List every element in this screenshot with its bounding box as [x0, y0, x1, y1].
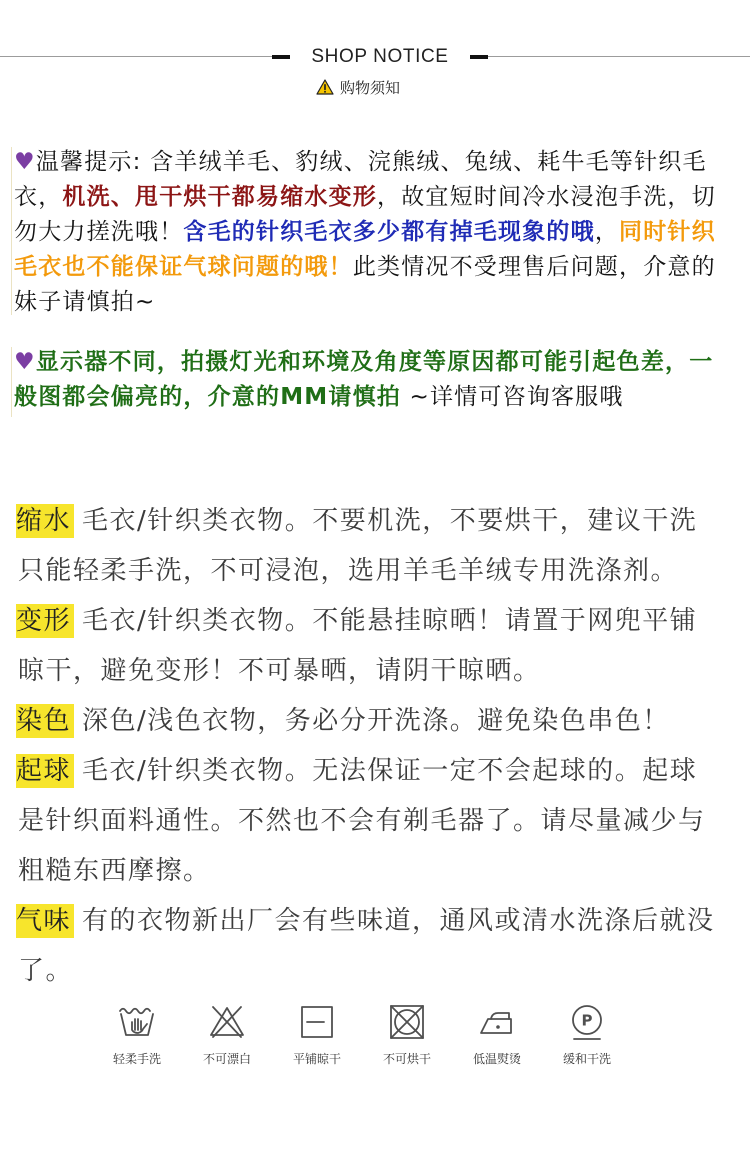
page-title: SHOP NOTICE [290, 43, 470, 71]
care-line [16, 496, 744, 546]
care-tag: 变形 [16, 604, 74, 638]
shedding-warning: 含毛的针织毛衣多少都有掉毛现象的哦 [183, 219, 595, 245]
tips-text: 此类情况不受理售后问题，介意的 [352, 254, 716, 280]
tips-line [14, 285, 744, 320]
color-difference-line [14, 380, 744, 415]
left-rule-tips [11, 147, 12, 315]
tips-paragraph [14, 145, 744, 320]
tips-text: 妹子请慎拍~ [14, 289, 156, 315]
no-bleach-icon [207, 1002, 247, 1042]
low-temperature-iron-icon [477, 1002, 517, 1042]
tips-text: 勿大力搓洗哦！ [14, 219, 184, 245]
care-line [16, 596, 744, 646]
care-text: 有的衣物新出厂会有些味道，通风或清水洗涤后就没 [82, 906, 715, 936]
tips-line [14, 180, 744, 215]
subtitle-row [316, 77, 400, 97]
care-line [16, 846, 744, 896]
tips-line [14, 145, 744, 180]
care-line [16, 946, 744, 996]
care-text: 了。 [18, 956, 74, 986]
heart-symbol: ♥ [14, 349, 36, 375]
care-symbol-label: 低温熨烫 [472, 1052, 521, 1066]
care-tag: 缩水 [16, 504, 74, 538]
care-text: 晾干，避免变形！不可暴晒，请阴干晾晒。 [18, 656, 541, 686]
tips-text: ， [594, 219, 620, 245]
care-symbol-label: 平铺晾干 [292, 1052, 341, 1066]
care-symbol [452, 1002, 542, 1067]
care-symbol [362, 1002, 452, 1067]
header-title-group [272, 43, 488, 71]
care-symbol-label: 不可漂白 [202, 1052, 251, 1066]
care-item-dye [16, 696, 744, 746]
tips-text: 衣， [14, 184, 63, 210]
care-line [16, 796, 744, 846]
header-bar-left [272, 55, 290, 59]
color-difference-warning: 显示器不同，拍摄灯光和环境及角度等原因都可能引起色差，一 [35, 349, 714, 375]
tips-text: 温馨提示: 含羊绒羊毛、豹绒、浣熊绒、兔绒、耗牛毛等针织毛 [35, 149, 707, 175]
tips-line [14, 250, 744, 285]
care-section [16, 496, 744, 996]
color-difference-warning: 般图都会偏亮的，介意的MM请慎拍 [14, 384, 401, 410]
care-symbol-label: 不可烘干 [382, 1052, 431, 1066]
care-item-pilling [16, 746, 744, 896]
care-symbols-row [92, 1002, 632, 1067]
care-line [16, 696, 744, 746]
care-line [16, 896, 744, 946]
page-subtitle: 购物须知 [340, 78, 401, 97]
care-tag: 染色 [16, 704, 74, 738]
heart-symbol: ♥ [14, 149, 36, 175]
dry-flat-icon [297, 1002, 337, 1042]
left-rule-color-difference [11, 347, 12, 417]
care-item-deform [16, 596, 744, 696]
care-symbol [542, 1002, 632, 1067]
hand-wash-icon [117, 1002, 157, 1042]
no-tumble-dry-icon [387, 1002, 427, 1042]
pilling-warning: 毛衣也不能保证气球问题的哦！ [14, 254, 353, 280]
care-symbol-label: 轻柔手洗 [112, 1052, 161, 1066]
header-bar-right [470, 55, 488, 59]
tips-text: ，故宜短时间冷水浸泡手洗，切 [377, 184, 716, 210]
warning-icon [316, 79, 334, 95]
pilling-warning: 同时针织 [619, 219, 716, 245]
care-text: 毛衣/针织类衣物。不要机洗，不要烘干，建议干洗 [82, 506, 698, 536]
care-line [16, 746, 744, 796]
care-item-shrink [16, 496, 744, 596]
care-symbol-label: 缓和干洗 [562, 1052, 611, 1066]
customer-service-note: ~详情可咨询客服哦 [400, 384, 624, 410]
care-text: 是针织面料通性。不然也不会有剃毛器了。请尽量减少与 [18, 806, 706, 836]
gentle-dry-clean-icon [567, 1002, 607, 1042]
care-symbol [182, 1002, 272, 1067]
care-line [16, 546, 744, 596]
care-text: 毛衣/针织类衣物。不能悬挂晾晒！请置于网兜平铺 [82, 606, 698, 636]
care-symbol [272, 1002, 362, 1067]
care-symbol [92, 1002, 182, 1067]
care-tag: 气味 [16, 904, 74, 938]
color-difference-line [14, 345, 744, 380]
care-text: 深色/浅色衣物，务必分开洗涤。避免染色串色！ [82, 706, 670, 736]
care-text: 粗糙东西摩擦。 [18, 856, 211, 886]
care-line [16, 646, 744, 696]
machine-wash-warning: 机洗、甩干烘干都易缩水变形 [62, 184, 378, 210]
care-tag: 起球 [16, 754, 74, 788]
care-item-odor [16, 896, 744, 996]
tips-line [14, 215, 744, 250]
care-text: 只能轻柔手洗，不可浸泡，选用羊毛羊绒专用洗涤剂。 [18, 556, 679, 586]
color-difference-paragraph [14, 345, 744, 415]
dry-clean-glyph: P [581, 1011, 593, 1030]
care-text: 毛衣/针织类衣物。无法保证一定不会起球的。起球 [82, 756, 698, 786]
